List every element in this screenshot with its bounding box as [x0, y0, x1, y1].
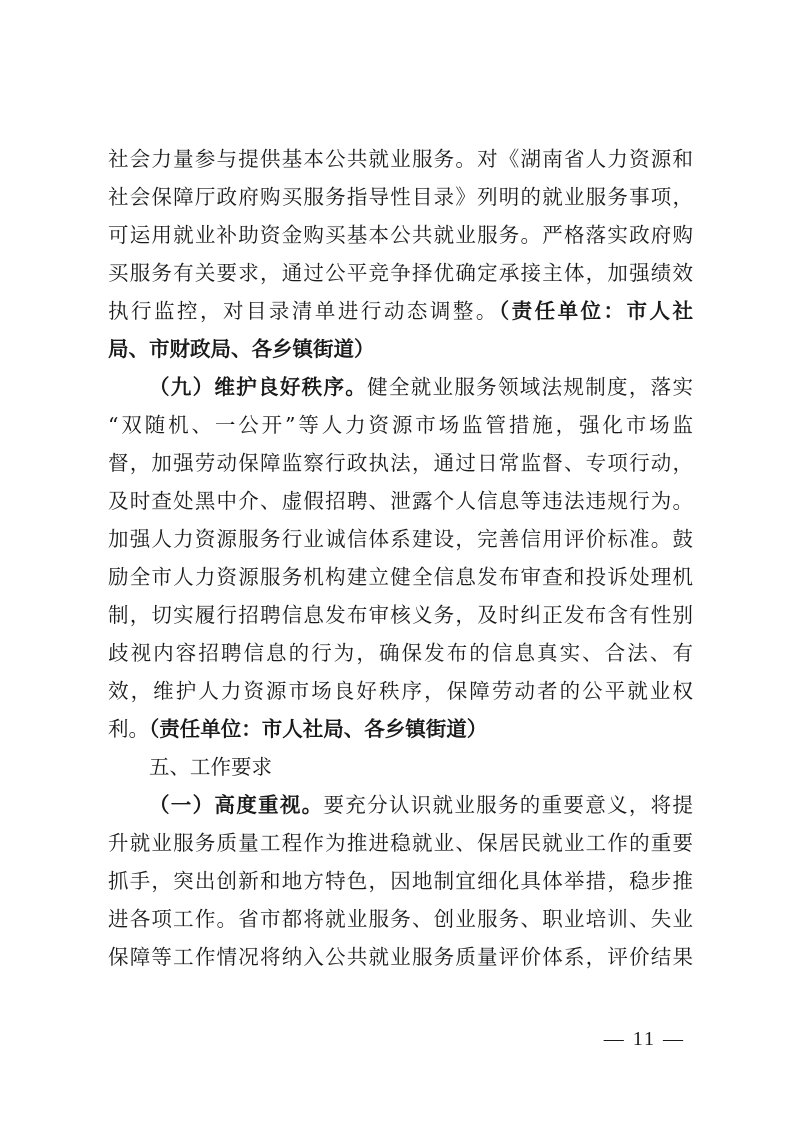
text-line: 励全市人力资源服务机构建立健全信息发布审查和投诉处理机 [108, 565, 693, 589]
section-heading-9: （九）维护良好秩序。 [149, 375, 368, 399]
text-line: 升就业服务质量工程作为推进稳就业、保居民就业工作的重要 [108, 831, 693, 855]
text-line: 及时查处黑中介、虚假招聘、泄露个人信息等违法违规行为。 [108, 489, 693, 513]
text-segment: 执行监控，对目录清单进行动态调整。 [108, 299, 499, 323]
paragraph-government-procurement [108, 140, 693, 368]
paragraph-maintain-order [108, 368, 693, 748]
text-line: 保障等工作情况将纳入公共就业服务质量评价体系，评价结果 [108, 945, 693, 969]
text-line: 抓手，突出创新和地方特色，因地制宜细化具体举措，稳步推 [108, 869, 693, 893]
responsibility-note: （责任单位：市人社局、各乡镇街道） [149, 717, 488, 741]
section-title: 五、工作要求 [149, 755, 272, 779]
text-line: 效，维护人力资源市场良好秩序，保障劳动者的公平就业权 [108, 679, 693, 703]
text-line: 歧视内容招聘信息的行为，确保发布的信息真实、合法、有 [108, 641, 693, 665]
text-line: 督，加强劳动保障监察行政执法，通过日常监督、专项行动， [108, 451, 693, 475]
text-line: 社会力量参与提供基本公共就业服务。对《湖南省人力资源和 [108, 147, 693, 171]
text-segment: 健全就业服务领域法规制度，落实 [367, 375, 693, 399]
text-line: 可运用就业补助资金购买基本公共就业服务。严格落实政府购 [108, 223, 693, 247]
responsibility-note-continued: 局、市财政局、各乡镇街道） [108, 337, 375, 361]
text-line: 制，切实履行招聘信息发布审核义务，及时纠正发布含有性别 [108, 603, 693, 627]
responsibility-note: （责任单位：市人社 [498, 299, 694, 323]
section-heading-5 [108, 748, 693, 786]
paragraph-high-attention [108, 786, 693, 976]
text-line [108, 786, 693, 824]
text-line [108, 292, 693, 330]
page-number: — 11 — [603, 1028, 685, 1050]
text-line [108, 710, 693, 748]
section-heading-1: （一）高度重视。 [149, 793, 324, 817]
text-line [108, 368, 693, 406]
text-line: 买服务有关要求，通过公平竞争择优确定承接主体，加强绩效 [108, 261, 693, 285]
text-line: “双随机、一公开”等人力资源市场监管措施，强化市场监 [108, 413, 693, 437]
text-line: 加强人力资源服务行业诚信体系建设，完善信用评价标准。鼓 [108, 527, 693, 551]
text-line: 进各项工作。省市都将就业服务、创业服务、职业培训、失业 [108, 907, 693, 931]
text-line: 社会保障厅政府购买服务指导性目录》列明的就业服务事项， [108, 185, 693, 209]
text-segment: 利。 [108, 717, 149, 741]
text-segment: 要充分认识就业服务的重要意义，将提 [323, 793, 693, 817]
body-text [108, 140, 693, 976]
